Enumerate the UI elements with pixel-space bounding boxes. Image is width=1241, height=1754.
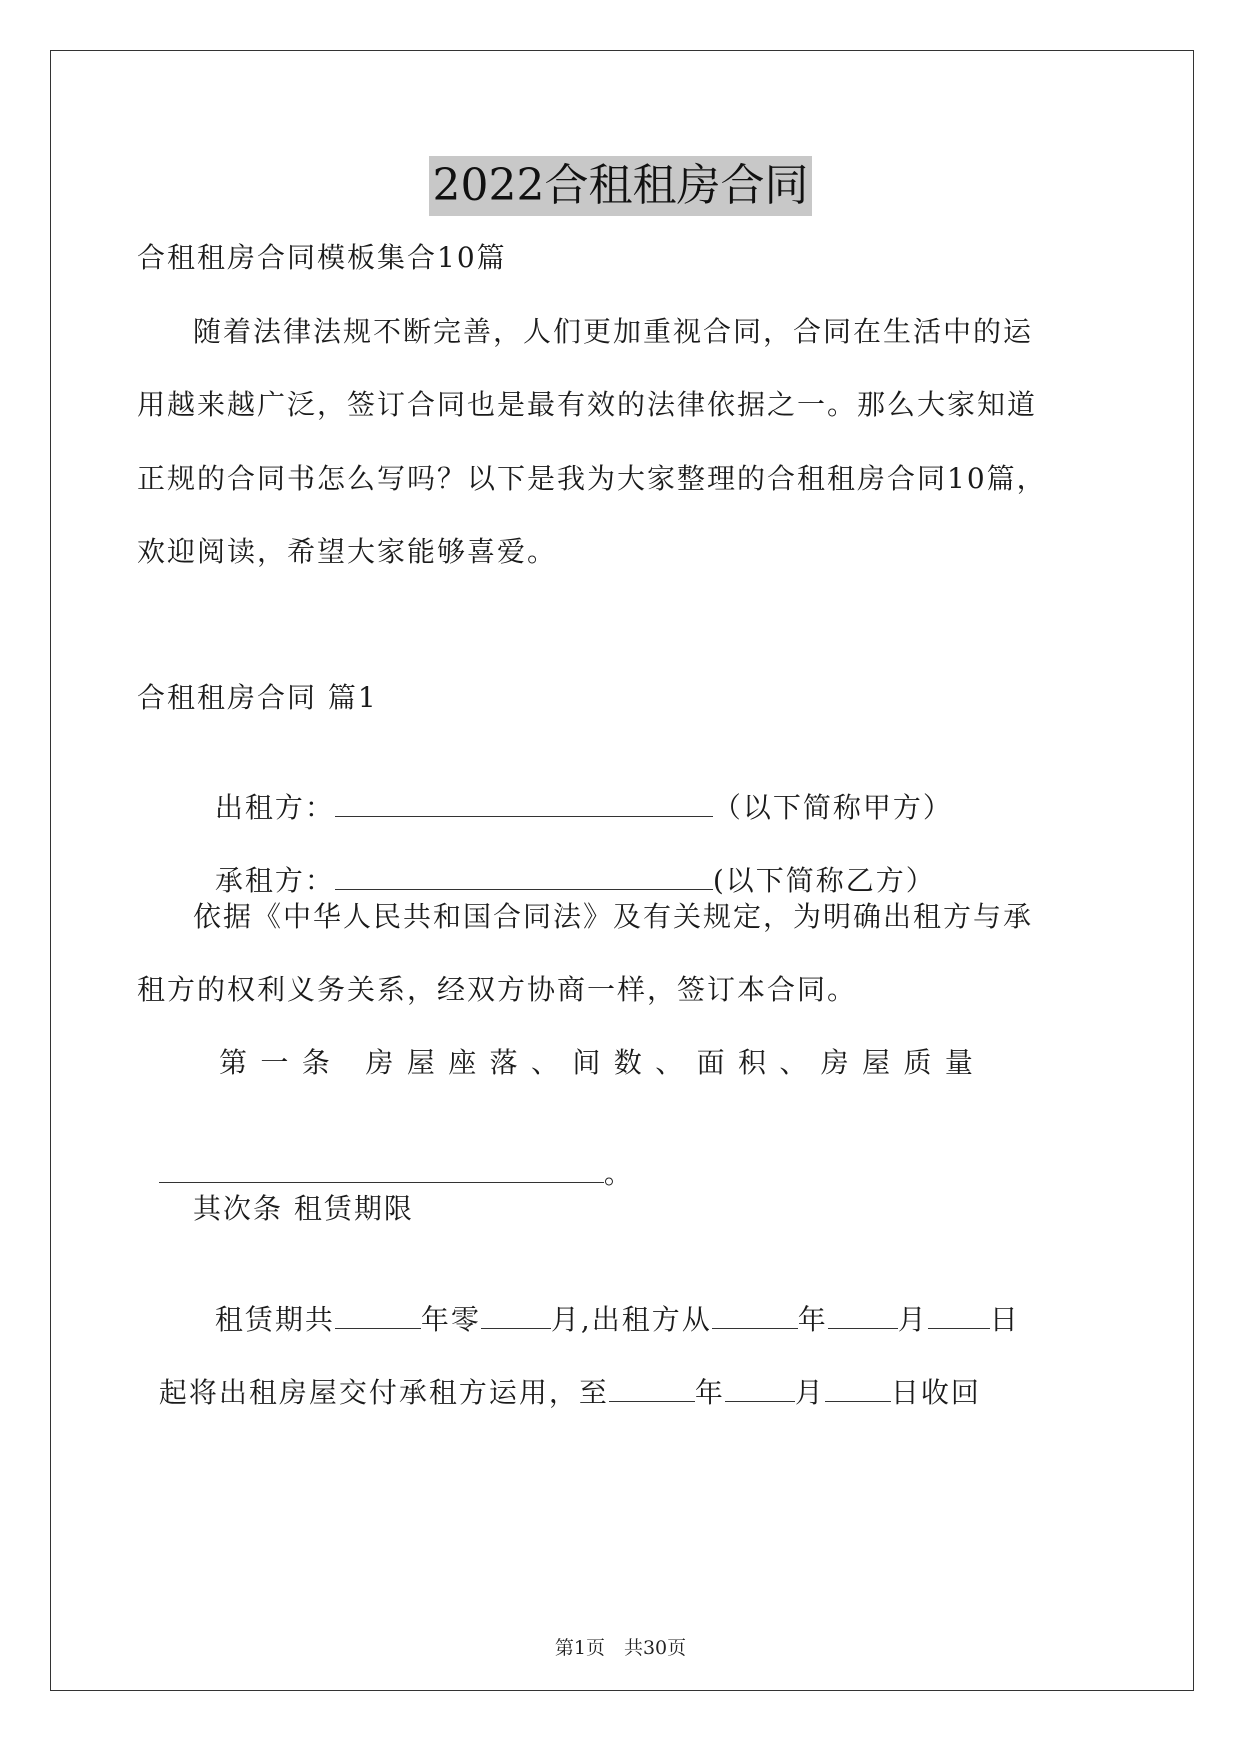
article1-char: 质 [903,1046,932,1079]
lease-months-blank[interactable] [481,1300,551,1329]
article1-char: 数 [613,1046,642,1079]
lease-text-8: 年 [694,1376,725,1409]
article1-char: 积 [737,1046,766,1079]
lease-years-blank[interactable] [335,1300,421,1329]
lessee-line [193,825,936,899]
lease-text-3: 月,出租方从 [550,1303,712,1336]
article1-char: 面 [696,1046,725,1079]
lease-line-1 [193,1264,1020,1338]
lease-text-1: 租赁期共 [214,1303,335,1336]
article1-blank[interactable] [159,1154,604,1183]
lease-text-9: 月 [794,1376,825,1409]
end-day-blank[interactable] [825,1373,891,1402]
lessor-line [193,752,953,826]
title-container [0,156,1241,216]
end-month-blank[interactable] [725,1373,795,1402]
intro-line-4: 欢迎阅读，希望大家能够喜爱。 [137,535,558,568]
lease-text-4: 年 [797,1303,828,1336]
article1-heading [219,1045,973,1081]
article1-char: 第 [219,1046,248,1079]
section-heading: 合租租房合同 篇1 [137,681,378,714]
lease-text-6: 日 [989,1303,1020,1336]
lease-text-2: 年零 [420,1303,481,1336]
article1-char: 座 [448,1046,477,1079]
end-year-blank[interactable] [609,1373,695,1402]
article1-char: 条 [301,1046,330,1079]
lessor-blank[interactable] [335,788,713,817]
article1-char: 间 [572,1046,601,1079]
footer-mid: 页 共 [585,1637,643,1659]
article1-end-mark: 。 [603,1157,634,1190]
intro-line-1: 随着法律法规不断完善，人们更加重视合同，合同在生活中的运 [193,315,1034,348]
article1-char: 屋 [862,1046,891,1079]
lease-text-10: 日收回 [890,1376,981,1409]
footer-page-number: 1 [573,1637,586,1659]
lease-text-7: 起将出租房屋交付承租方运用，至 [158,1376,609,1409]
article2-heading: 其次条 租赁期限 [193,1192,414,1225]
footer-prefix: 第 [554,1637,574,1659]
footer-total-pages: 30 [642,1637,668,1659]
start-day-blank[interactable] [928,1300,990,1329]
article1-char [343,1045,352,1081]
intro-line-3: 正规的合同书怎么写吗？以下是我为大家整理的合租租房合同10篇， [137,462,1047,495]
article1-char: 屋 [406,1046,435,1079]
lessee-blank[interactable] [335,861,713,890]
article1-char: 一 [260,1046,289,1079]
article1-char: 房 [820,1046,849,1079]
lessor-suffix: （以下简称甲方） [712,791,953,824]
start-year-blank[interactable] [712,1300,798,1329]
footer-suffix: 页 [667,1637,687,1659]
lessee-suffix: (以下简称乙方） [712,864,936,897]
article1-char: 房 [365,1046,394,1079]
article1-blank-line [137,1118,634,1192]
lease-text-5: 月 [897,1303,928,1336]
basis-line-2: 租方的权利义务关系，经双方协商一样，签订本合同。 [137,973,858,1006]
subtitle: 合租租房合同模板集合10篇 [137,241,507,274]
lessee-label: 承租方： [214,864,335,897]
article1-char: 、 [655,1046,684,1079]
intro-line-2: 用越来越广泛，签订合同也是最有效的法律依据之一。那么大家知道 [137,388,1038,421]
article1-char: 、 [779,1046,808,1079]
article1-char: 量 [944,1046,973,1079]
article1-char: 、 [531,1046,560,1079]
article1-char: 落 [489,1046,518,1079]
start-month-blank[interactable] [828,1300,898,1329]
lease-line-2 [137,1337,981,1411]
page-footer [0,1636,1241,1660]
basis-line-1: 依据《中华人民共和国合同法》及有关规定，为明确出租方与承 [193,900,1034,933]
document-title: 2022合租租房合同 [429,156,813,216]
lessor-label: 出租方： [214,791,335,824]
